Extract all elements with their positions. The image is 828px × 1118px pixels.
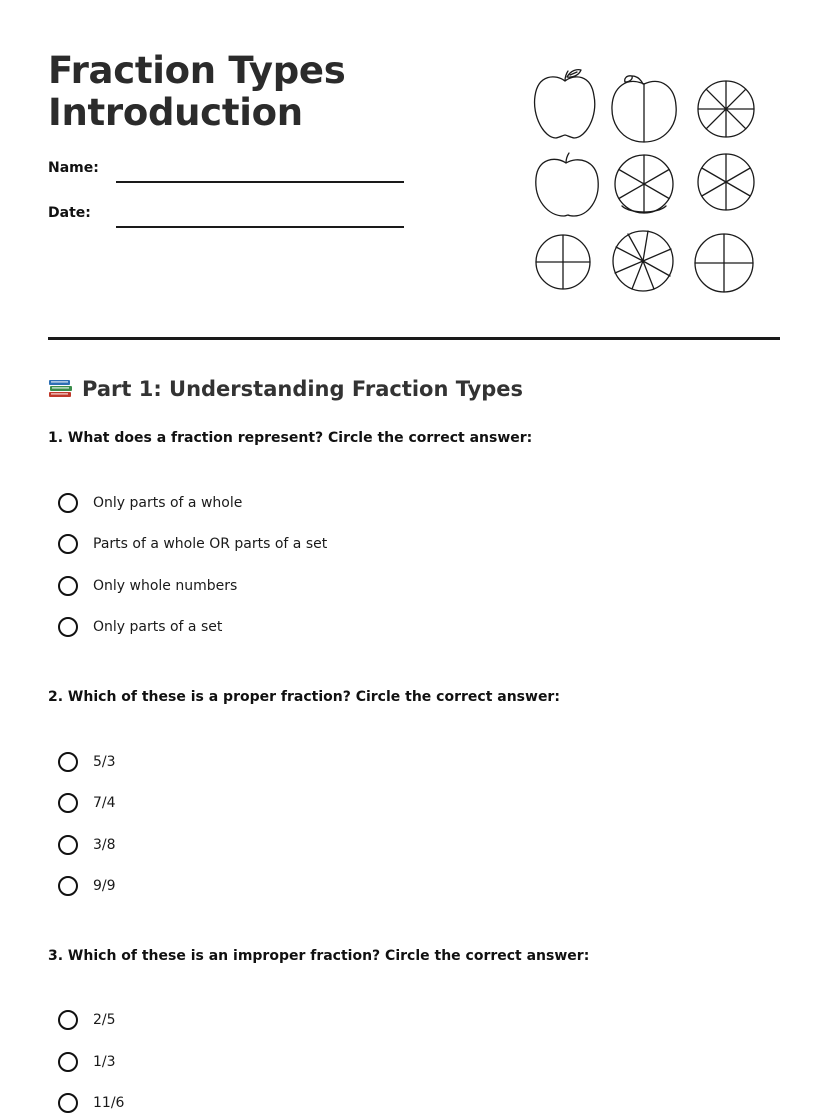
option-label: 3/8 (93, 837, 116, 853)
q2-option-4[interactable] (58, 874, 116, 898)
pie-sixths-icon (615, 155, 673, 213)
radio-circle[interactable] (58, 576, 78, 596)
q3-option-2[interactable] (58, 1050, 116, 1074)
section-title (48, 374, 523, 404)
fruit-fraction-illustration (526, 66, 766, 302)
radio-circle[interactable] (58, 752, 78, 772)
question-3: 3. Which of these is an improper fraction? Circle the correct answer: (48, 948, 590, 964)
q1-option-4[interactable] (58, 615, 222, 639)
name-label: Name: (48, 160, 99, 176)
q2-option-3[interactable] (58, 833, 116, 857)
pie-sixths-icon (698, 154, 754, 210)
option-label: Only parts of a whole (93, 495, 243, 511)
title-line-2: Introduction (48, 91, 303, 134)
radio-circle[interactable] (58, 876, 78, 896)
books-icon (48, 375, 74, 399)
radio-circle[interactable] (58, 534, 78, 554)
title-line-1: Fraction Types (48, 49, 346, 92)
question-1: 1. What does a fraction represent? Circle the correct answer: (48, 430, 533, 446)
option-label: 11/6 (93, 1095, 125, 1111)
question-2: 2. Which of these is a proper fraction? Circle the correct answer: (48, 689, 560, 705)
q3-option-3[interactable] (58, 1091, 124, 1115)
apple-icon (536, 153, 598, 216)
pie-quarters-icon (695, 234, 753, 292)
apple-icon (535, 70, 595, 138)
radio-circle[interactable] (58, 793, 78, 813)
radio-circle[interactable] (58, 1052, 78, 1072)
option-label: 7/4 (93, 795, 116, 811)
name-field[interactable] (116, 181, 404, 183)
option-label: 1/3 (93, 1054, 116, 1070)
q1-option-3[interactable] (58, 574, 237, 598)
q2-option-2[interactable] (58, 791, 116, 815)
option-label: 2/5 (93, 1012, 116, 1028)
option-label: Only whole numbers (93, 578, 238, 594)
radio-circle[interactable] (58, 835, 78, 855)
option-label: 9/9 (93, 878, 116, 894)
radio-circle[interactable] (58, 617, 78, 637)
radio-circle[interactable] (58, 493, 78, 513)
half-apple-icon (612, 76, 676, 142)
header-divider (48, 337, 780, 340)
page-title (48, 50, 345, 134)
section-title-text: Part 1: Understanding Fraction Types (82, 377, 524, 401)
pie-eighths-icon (613, 231, 673, 291)
pie-eighths-icon (698, 81, 754, 137)
q1-option-2[interactable] (58, 532, 327, 556)
option-label: Only parts of a set (93, 619, 223, 635)
option-label: Parts of a whole OR parts of a set (93, 536, 328, 552)
option-label: 5/3 (93, 754, 116, 770)
pie-quarters-icon (536, 235, 590, 289)
q3-option-1[interactable] (58, 1008, 116, 1032)
radio-circle[interactable] (58, 1010, 78, 1030)
date-field[interactable] (116, 226, 404, 228)
q1-option-1[interactable] (58, 491, 242, 515)
date-label: Date: (48, 205, 91, 221)
q2-option-1[interactable] (58, 750, 116, 774)
radio-circle[interactable] (58, 1093, 78, 1113)
